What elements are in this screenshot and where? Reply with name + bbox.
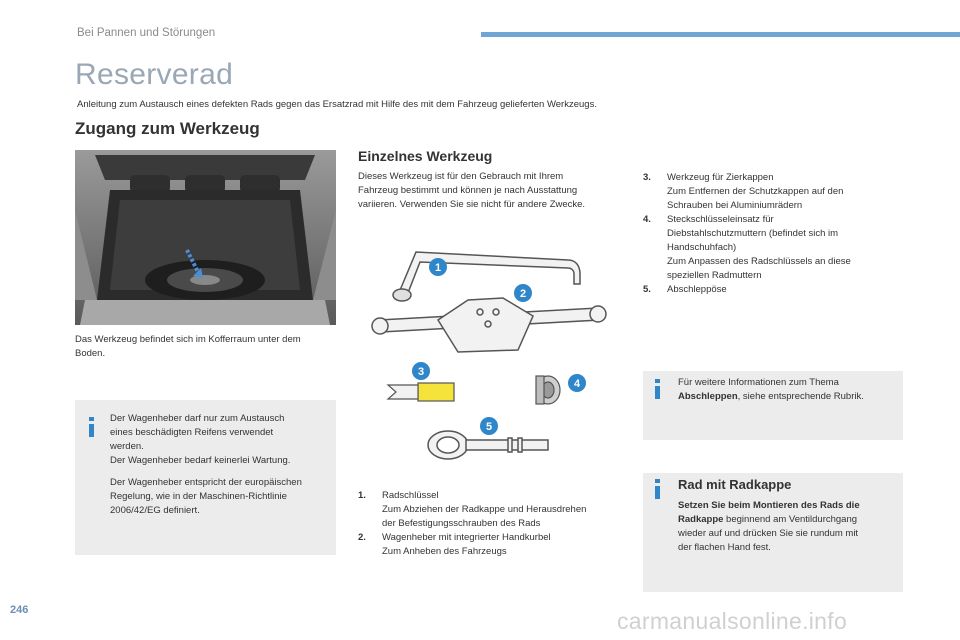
text-line — [678, 390, 898, 404]
trim-tool-icon — [388, 383, 454, 401]
towing-info-text — [678, 376, 898, 404]
tools-description — [358, 170, 623, 212]
text-line: Radschlüssel — [382, 490, 439, 501]
towing-eye-icon — [428, 431, 548, 459]
info-box-hubcap — [643, 473, 903, 592]
bold-term: Radkappe — [678, 514, 724, 525]
list-item — [643, 283, 903, 297]
info-icon — [89, 417, 94, 437]
svg-text:3: 3 — [417, 366, 425, 378]
text-line: Wagenheber mit integrierter Handkurbel — [382, 532, 551, 543]
list-item — [643, 171, 903, 213]
text-line: werden. — [110, 441, 144, 452]
text-line: Handschuhfach) — [667, 242, 737, 253]
watermark: carmanualsonline.info — [617, 608, 848, 634]
section-title-zugang: Zugang zum Werkzeug — [75, 119, 260, 138]
text-line: eines beschädigten Reifens verwendet — [110, 427, 274, 438]
page-number: 246 — [10, 604, 29, 616]
item-number: 1. — [358, 490, 366, 501]
text-line: Schrauben bei Aluminiumrädern — [667, 200, 803, 211]
trunk-illustration — [75, 150, 336, 325]
wheel-wrench-icon — [393, 252, 580, 301]
list-item — [358, 489, 628, 531]
list-item — [643, 213, 903, 283]
badge-3 — [412, 362, 430, 380]
text-line: Zum Abziehen der Radkappe und Herausdrehen — [382, 504, 587, 515]
text-line: Der Wagenheber entspricht der europäischen — [110, 477, 302, 488]
text-fragment: beginnend am Ventildurchgang — [723, 514, 858, 525]
text-line: Zum Anheben des Fahrzeugs — [382, 546, 507, 557]
text-line: speziellen Radmuttern — [667, 270, 762, 281]
bold-term: Setzen Sie beim Montieren des Rads die — [678, 500, 860, 511]
svg-text:5: 5 — [485, 421, 493, 433]
info-icon — [655, 479, 660, 499]
caption-line: Das Werkzeug befindet sich im Kofferraum unter dem — [75, 334, 301, 345]
trunk-caption — [75, 333, 335, 361]
item-number: 4. — [643, 214, 651, 225]
tools-illustration — [358, 240, 620, 470]
bold-term: Abschleppen — [678, 391, 738, 402]
badge-2 — [514, 284, 532, 302]
text-line: Fahrzeug bestimmt und können je nach Ausstattung — [358, 185, 578, 196]
text-line: Werkzeug für Zierkappen — [667, 172, 774, 183]
page-title: Reserverad — [75, 58, 234, 91]
text-line: Zum Anpassen des Radschlüssels an diese — [667, 256, 851, 267]
text-line: Abschleppöse — [667, 284, 727, 295]
text-line: Der Wagenheber bedarf keinerlei Wartung. — [110, 455, 291, 466]
item-number: 2. — [358, 532, 366, 543]
list-item — [358, 531, 628, 559]
chapter-title: Bei Pannen und Störungen — [77, 27, 216, 39]
badge-5 — [480, 417, 498, 435]
caption-line: Boden. — [75, 348, 106, 359]
text-line: Steckschlüsseleinsatz für — [667, 214, 774, 225]
item-number: 3. — [643, 172, 651, 183]
text-fragment: , siehe entsprechende Rubrik. — [737, 391, 864, 402]
chapter-bar — [481, 32, 960, 37]
svg-text:2: 2 — [519, 288, 527, 300]
svg-text:4: 4 — [573, 378, 581, 390]
text-line: der flachen Hand fest. — [678, 542, 771, 553]
anti-theft-socket-icon — [536, 376, 560, 404]
text-line: 2006/42/EG definiert. — [110, 505, 200, 516]
hubcap-title: Rad mit Radkappe — [678, 477, 792, 492]
tools-drawing — [358, 240, 620, 470]
section-title-einzelnes: Einzelnes Werkzeug — [358, 148, 493, 164]
tools-list-left — [358, 489, 628, 559]
info-icon — [655, 379, 660, 399]
text-line — [678, 513, 900, 527]
text-line: Dieses Werkzeug ist für den Gebrauch mit Ihrem — [358, 171, 564, 182]
text-line — [678, 499, 900, 513]
badge-4 — [568, 374, 586, 392]
text-line: Regelung, wie in der Maschinen-Richtlinie — [110, 491, 287, 502]
text-line: Für weitere Informationen zum Thema — [678, 377, 839, 388]
text-line: Diebstahlschutzmuttern (befindet sich im — [667, 228, 839, 239]
text-line: Der Wagenheber darf nur zum Austausch — [110, 413, 285, 424]
info-box-towing — [643, 371, 903, 440]
jack-icon — [372, 298, 606, 352]
hubcap-text — [678, 499, 900, 555]
item-number: 5. — [643, 284, 651, 295]
info-box-jack — [75, 400, 336, 555]
text-line: wieder auf und drücken Sie sie rundum mit — [678, 528, 859, 539]
svg-text:1: 1 — [434, 262, 442, 274]
jack-info-text — [110, 412, 330, 518]
text-line: Zum Entfernen der Schutzkappen auf den — [667, 186, 844, 197]
trunk-photo — [75, 150, 336, 325]
tools-list-right — [643, 171, 903, 297]
intro-text: Anleitung zum Austausch eines defekten Rads gegen das Ersatzrad mit Hilfe des mit dem Fahrzeug gelieferten Werkzeugs. — [77, 99, 597, 110]
text-line: variieren. Verwenden Sie sie nicht für andere Zwecke. — [358, 199, 586, 210]
text-line: der Befestigungsschrauben des Rads — [382, 518, 541, 529]
badge-1 — [429, 258, 447, 276]
